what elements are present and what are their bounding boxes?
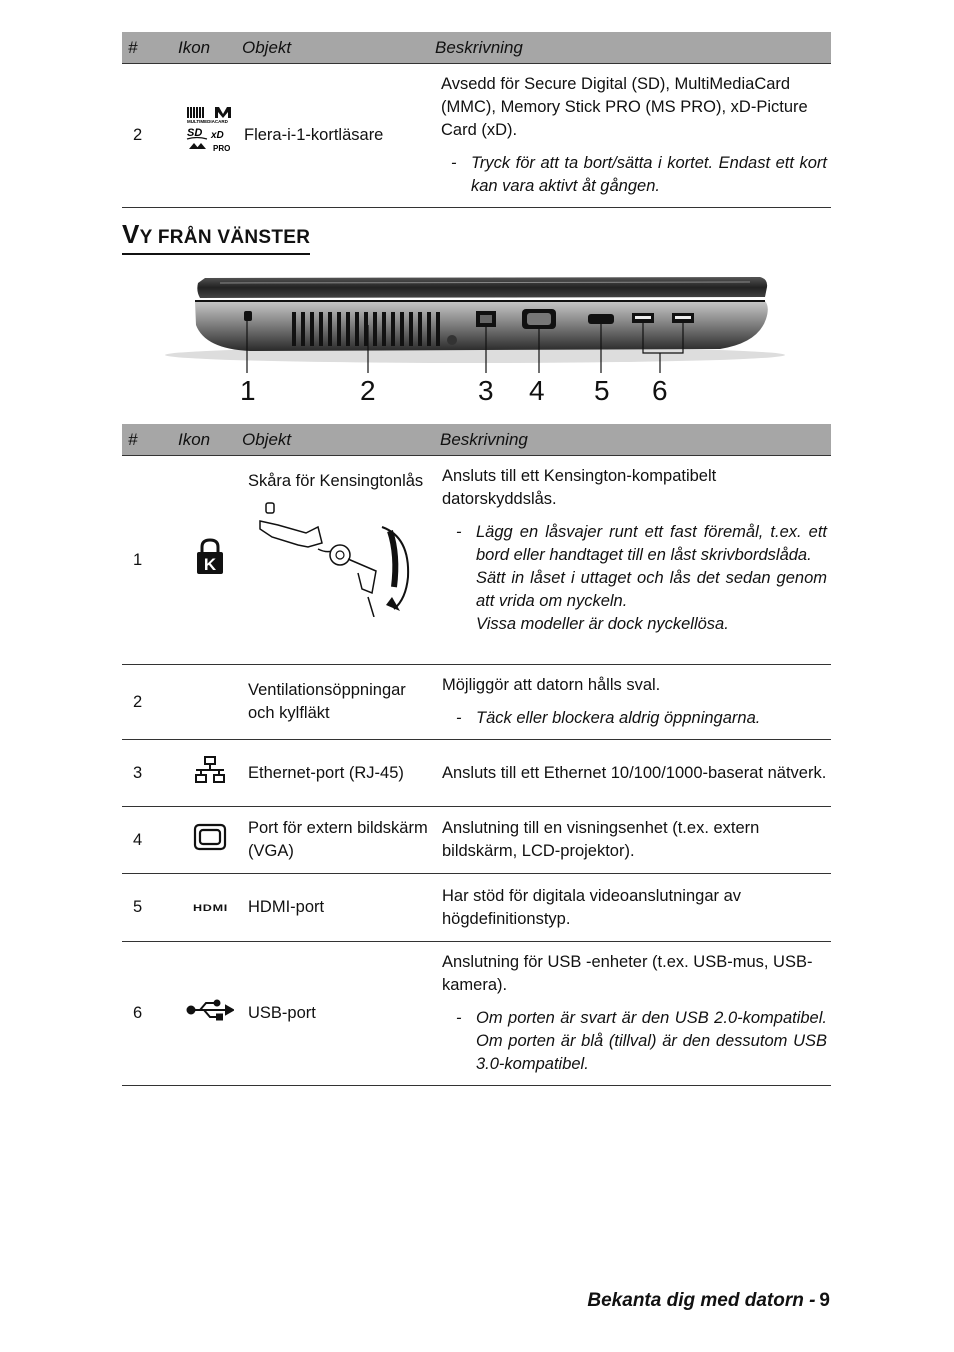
row-description-cell xyxy=(440,665,831,740)
note-line: Sätt in låset i uttaget och lås det sedan genom att vrida om nyckeln. xyxy=(476,569,827,610)
svg-text:SD: SD xyxy=(187,127,203,139)
kensington-lock-illustration xyxy=(248,497,418,617)
row-note xyxy=(442,707,827,730)
section-heading-rest: Y FRÅN VÄNSTER xyxy=(139,227,311,248)
note-dash: - xyxy=(451,154,457,172)
hdmi-logo-text: HDMI xyxy=(192,903,228,913)
row-num: 3 xyxy=(122,740,178,807)
header-icon: Ikon xyxy=(178,32,242,64)
page-number: 9 xyxy=(819,1290,830,1311)
hdmi-port xyxy=(588,314,614,324)
note-dash: - xyxy=(456,523,462,541)
header-description: Beskrivning xyxy=(440,424,831,456)
note-text: Täck eller blockera aldrig öppningarna. xyxy=(476,709,761,727)
vga-port-icon xyxy=(178,807,242,874)
kensington-slot-icon xyxy=(244,311,252,321)
row-description: Anslutning för USB -enheter (t.ex. USB-mus, USB-kamera). xyxy=(442,953,813,994)
row-description: Möjliggör att datorn hålls sval. xyxy=(442,676,661,694)
row-num: 5 xyxy=(122,874,178,942)
row-description-cell xyxy=(440,456,831,665)
header-object: Objekt xyxy=(242,32,435,64)
header-description: Beskrivning xyxy=(435,32,831,64)
row-description: Ansluts till ett Kensington-kompatibelt datorskyddslås. xyxy=(442,467,717,508)
kensington-lock-icon xyxy=(178,456,242,665)
row-icon-empty xyxy=(178,665,242,740)
note-dash: - xyxy=(456,709,462,727)
row-object: USB-port xyxy=(242,942,440,1086)
section-heading xyxy=(122,220,310,255)
row-description-cell xyxy=(440,942,831,1086)
header-num: # xyxy=(122,424,178,456)
table-row xyxy=(122,740,831,807)
table-row xyxy=(122,665,831,740)
callout-3: 3 xyxy=(478,375,494,406)
memory-card-logos-icon xyxy=(178,64,242,208)
table-header-row xyxy=(122,424,831,456)
row-object: Ventilationsöppningar och kylfläkt xyxy=(242,665,440,740)
ethernet-icon xyxy=(178,740,242,807)
row-num: 1 xyxy=(122,456,178,665)
row-num: 2 xyxy=(122,64,178,208)
note-line: Vissa modeller är dock nyckellösa. xyxy=(476,615,729,633)
row-description: Har stöd för digitala videoanslutningar av högdefinitionstyp. xyxy=(440,874,831,942)
table-row xyxy=(122,807,831,874)
callout-4: 4 xyxy=(529,375,545,406)
card-reader-table xyxy=(122,32,831,208)
svg-text:MULTIMEDIACARD: MULTIMEDIACARD xyxy=(187,119,228,124)
row-description: Anslutning till en visningsenhet (t.ex. extern bildskärm, LCD-projektor). xyxy=(440,807,831,874)
table-row xyxy=(122,456,831,665)
table-header-row xyxy=(122,32,831,64)
row-note xyxy=(442,1007,827,1076)
footer-text: Bekanta dig med datorn - xyxy=(587,1290,816,1311)
note-text: Tryck för att ta bort/sätta i kortet. Endast ett kort kan vara aktivt åt gången. xyxy=(471,154,827,195)
row-object: Flera-i-1-kortläsare xyxy=(242,64,435,208)
row-num: 2 xyxy=(122,665,178,740)
callout-1: 1 xyxy=(240,375,256,406)
row-object: Skåra för Kensingtonlås xyxy=(248,472,424,490)
row-description: Avsedd för Secure Digital (SD), MultiMediaCard (MMC), Memory Stick PRO (MS PRO), xD-Picture Card (xD). xyxy=(441,75,808,139)
usb-icon xyxy=(178,942,242,1086)
row-note xyxy=(441,152,827,198)
laptop-left-side-figure xyxy=(160,265,790,415)
note-dash: - xyxy=(456,1009,462,1027)
row-description-cell xyxy=(435,64,831,208)
hdmi-icon xyxy=(178,874,242,942)
table-row xyxy=(122,942,831,1086)
page-footer xyxy=(587,1290,830,1312)
row-object-cell xyxy=(242,456,440,665)
table-row xyxy=(122,64,831,208)
callout-2: 2 xyxy=(360,375,376,406)
callout-6: 6 xyxy=(652,375,668,406)
row-note xyxy=(442,521,827,636)
row-object: Port för extern bildskärm (VGA) xyxy=(242,807,440,874)
table-row xyxy=(122,874,831,942)
row-num: 4 xyxy=(122,807,178,874)
svg-text:xD: xD xyxy=(211,130,224,141)
row-object: Ethernet-port (RJ-45) xyxy=(242,740,440,807)
left-side-ports-table xyxy=(122,424,831,1086)
header-num: # xyxy=(122,32,178,64)
note-text: Om porten är svart är den USB 2.0-kompatibel. Om porten är blå (tillval) är den dessutom USB 3.0-kompatibel. xyxy=(476,1009,827,1073)
note-text xyxy=(476,521,827,636)
row-object: HDMI-port xyxy=(242,874,440,942)
header-object: Objekt xyxy=(242,424,440,456)
callout-5: 5 xyxy=(594,375,610,406)
note-line: Lägg en låsvajer runt ett fast föremål, t.ex. ett bord eller handtaget till en låst skrivbordslåda. xyxy=(476,523,827,564)
row-num: 6 xyxy=(122,942,178,1086)
row-description: Ansluts till ett Ethernet 10/100/1000-baserat nätverk. xyxy=(440,740,831,807)
header-icon: Ikon xyxy=(178,424,242,456)
svg-text:PRO: PRO xyxy=(213,144,231,153)
svg-text:K: K xyxy=(203,554,217,574)
section-heading-initial: V xyxy=(122,219,140,249)
